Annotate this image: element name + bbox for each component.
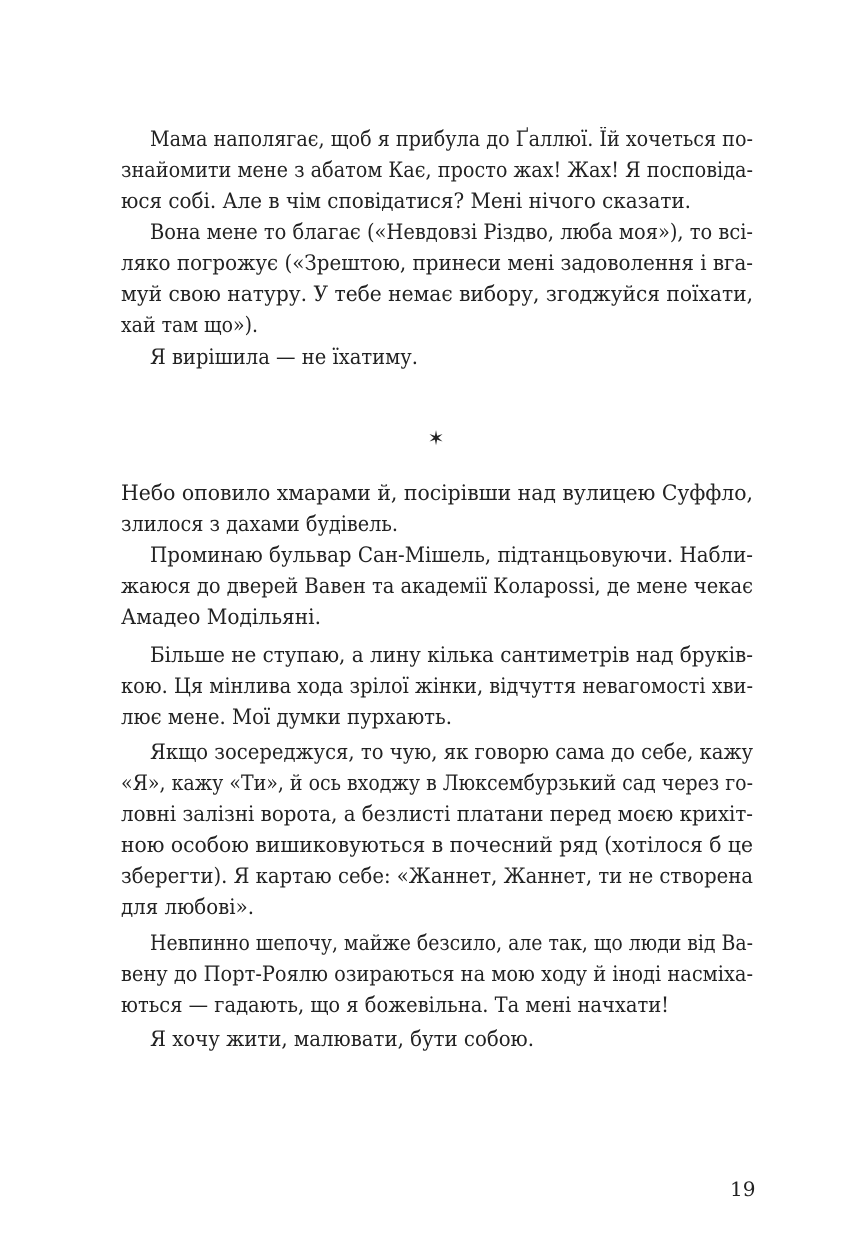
text-line: зберегти). Я картаю себе: «Жаннет, Жаннет, ти не створена <box>121 864 753 888</box>
text-line: «Я», кажу «Ти», й ось входжу в Люксембурзький сад через го- <box>121 771 753 795</box>
text-line: Якщо зосереджуся, то чую, як говорю сама до себе, кажу <box>150 740 753 764</box>
text-line: Вона мене то благає («Невдовзі Різдво, люба моя»), то всі- <box>150 220 753 244</box>
page-number: 19 <box>730 1177 756 1201</box>
text-line: злилося з дахами будівель. <box>121 512 398 536</box>
text-line: жаюся до дверей Вавен та академії Коларossі, де мене чекає <box>121 574 753 598</box>
text-line: Проминаю бульвар Сан-Мішель, підтанцьовуючи. Набли- <box>150 543 753 567</box>
text-line: лює мене. Мої думки пурхають. <box>121 705 452 729</box>
text-line: кою. Ця мінлива хода зрілої жінки, відчуття невагомості хви- <box>121 674 753 698</box>
text-line: Мама наполягає, щоб я прибула до Ґаллюї. Їй хочеться по- <box>150 127 753 151</box>
text-line: Я вирішила — не їхатиму. <box>150 345 418 369</box>
text-line: ловні залізні ворота, а безлисті платани перед моєю крихіт- <box>121 802 753 826</box>
text-line: для любові». <box>121 895 254 919</box>
text-line: Амадео Модільяні. <box>121 605 321 629</box>
text-line: вену до Порт-Роялю озираються на мою ходу й іноді насміха- <box>121 962 753 986</box>
text-line: Невпинно шепочу, майже безсило, але так, що люди від Ва- <box>150 931 753 955</box>
section-separator: ✶ <box>427 426 445 450</box>
text-line: муй свою натуру. У тебе немає вибору, згоджуйся поїхати, <box>121 282 753 306</box>
text-line: ною особою вишиковуються в почесний ряд (хотілося б це <box>121 833 753 857</box>
text-line: Я хочу жити, малювати, бути собою. <box>150 1027 534 1051</box>
text-line: знайомити мене з абатом Кає, просто жах! Жах! Я посповіда- <box>121 158 753 182</box>
text-line: юся собі. Але в чім сповідатися? Мені нічого сказати. <box>121 189 691 213</box>
text-line: Небо оповило хмарами й, посірівши над вулицею Суффло, <box>121 481 753 505</box>
text-line: ляко погрожує («Зрештою, принеси мені задоволення і вга- <box>121 251 753 275</box>
text-line: хай там що»). <box>121 313 258 337</box>
text-line: ються — гадають, що я божевільна. Та мені начхати! <box>121 993 669 1017</box>
text-line: Більше не ступаю, а лину кілька сантиметрів над бруків- <box>150 643 753 667</box>
